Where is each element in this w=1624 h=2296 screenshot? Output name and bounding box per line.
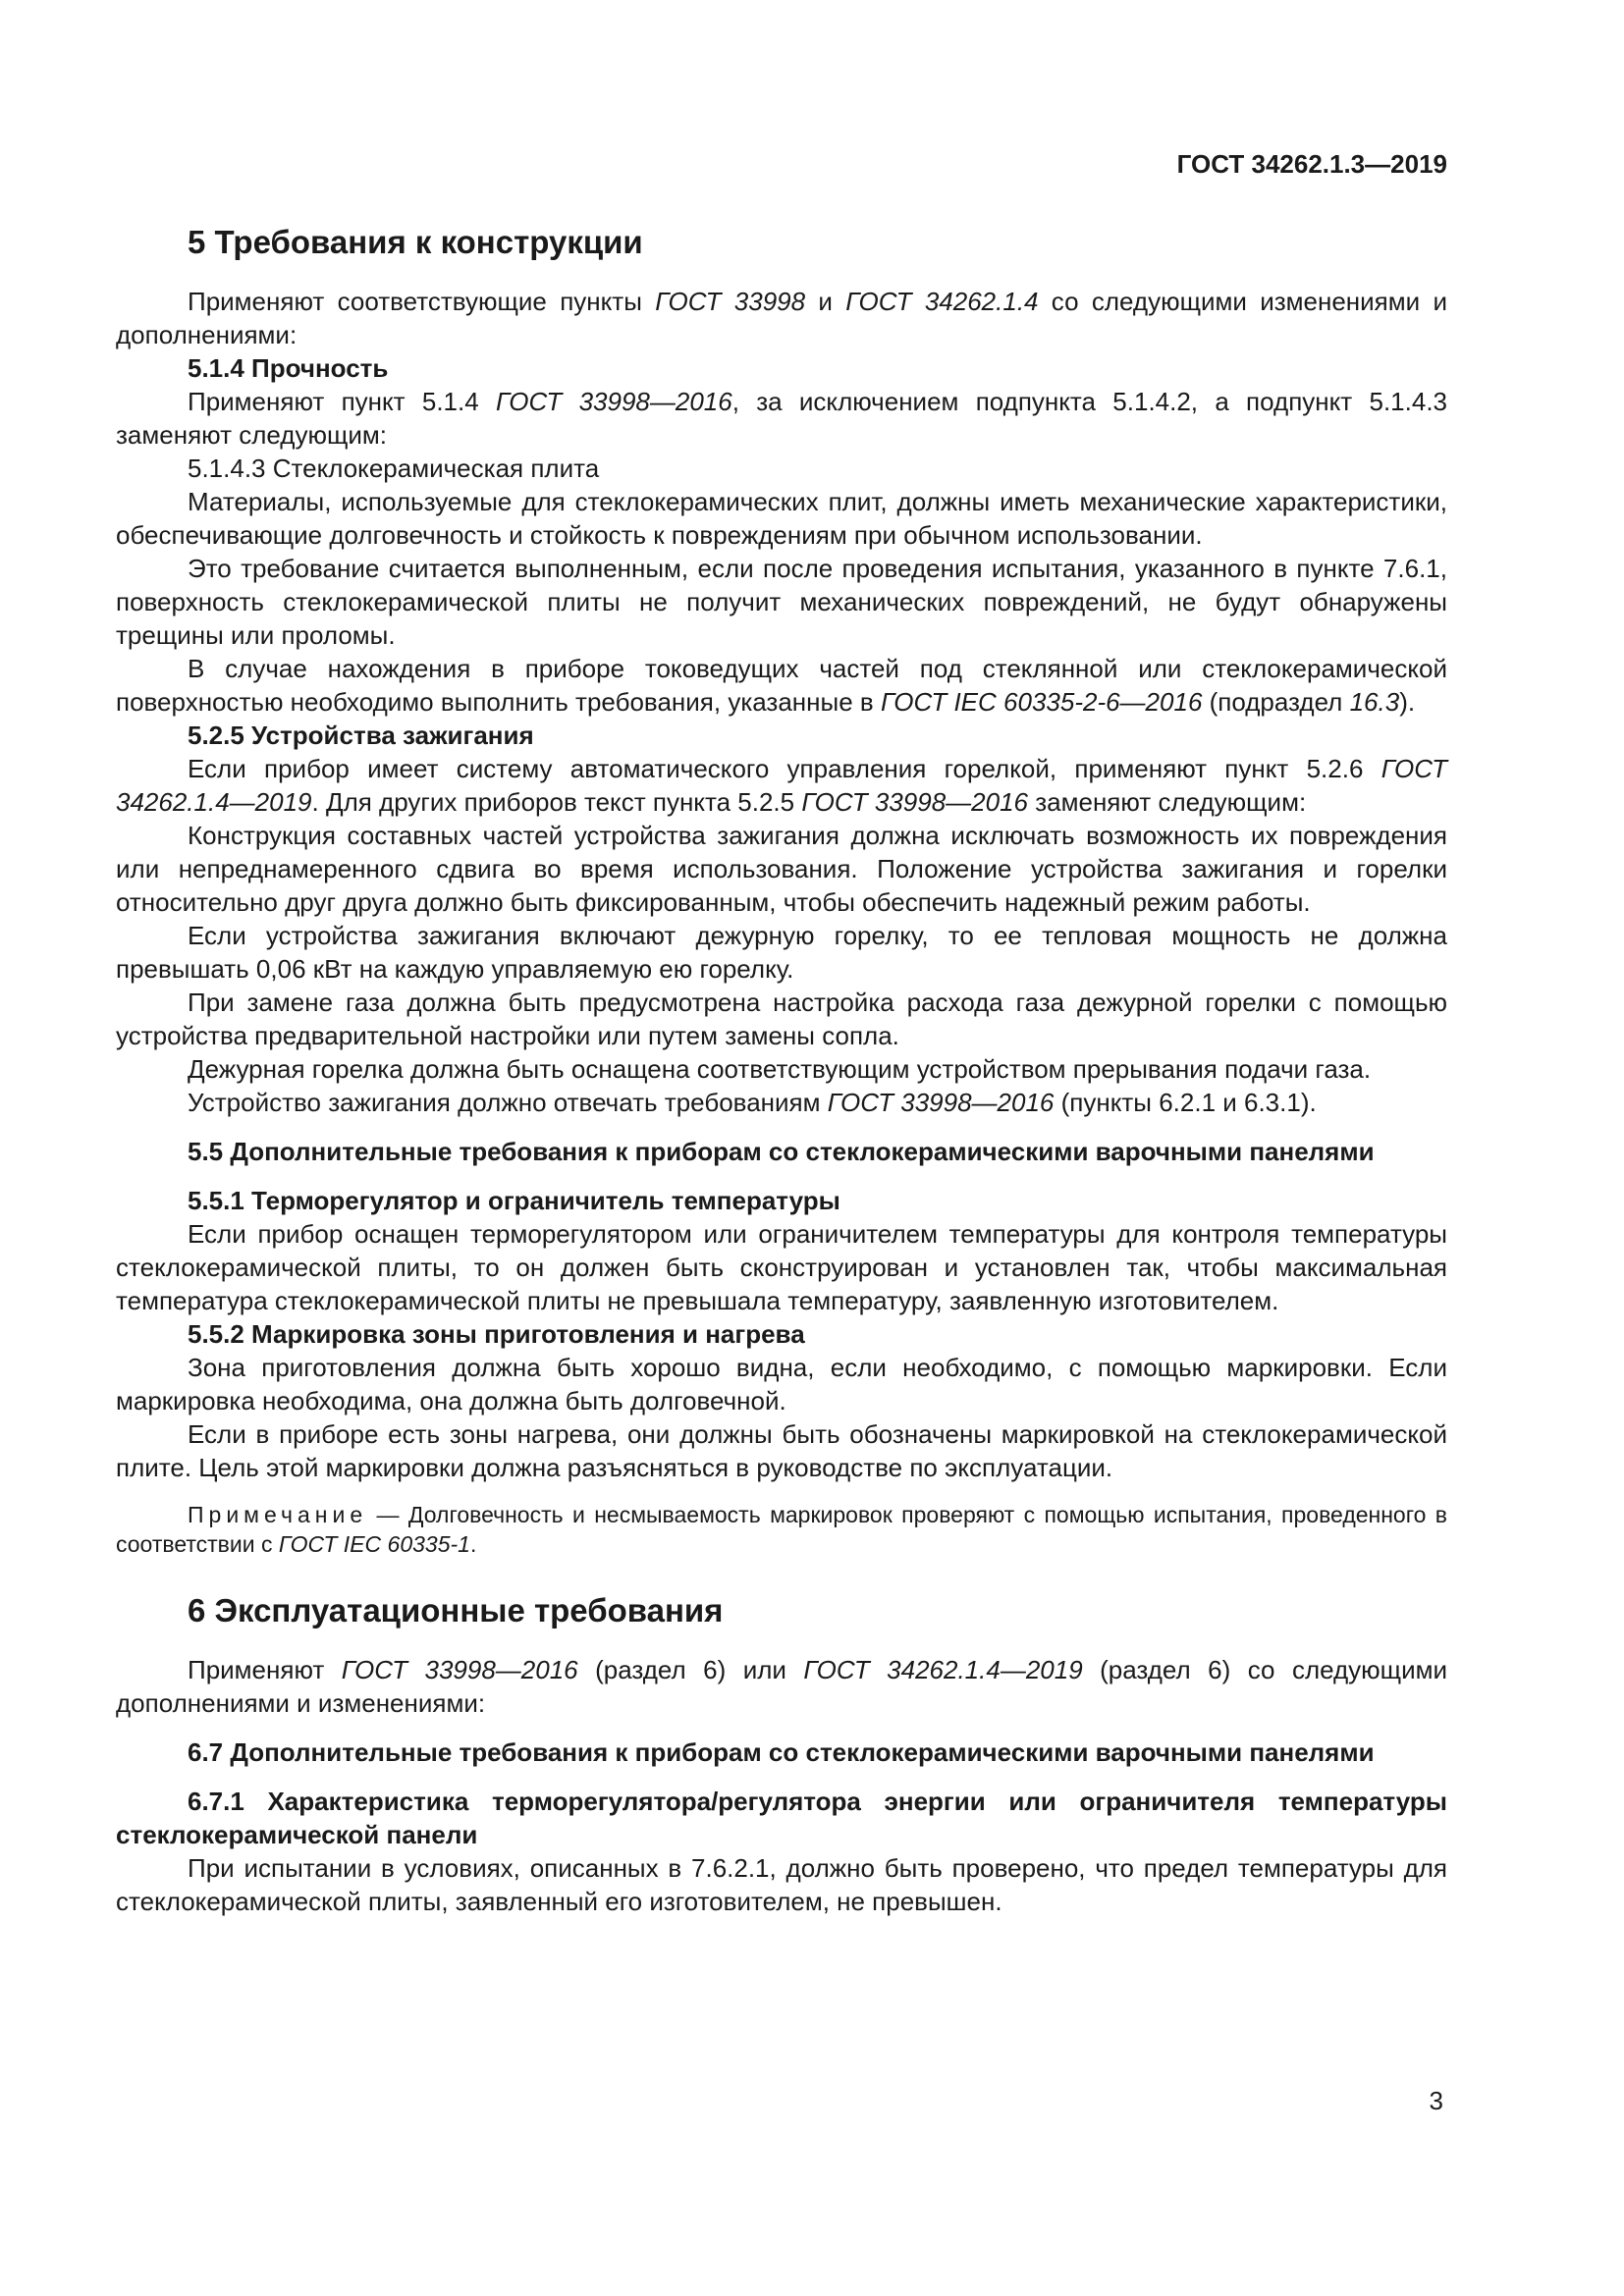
clause-5-1-4-text: Применяют пункт 5.1.4 ГОСТ 33998—2016, за исключением подпункта 5.1.4.2, а подпункт 5.1.4.3 заменяют следующим: — [116, 387, 1448, 450]
document-body — [116, 222, 1447, 1918]
clause-5-5-1-text: Если прибор оснащен терморегулятором или ограничителем температуры для контроля температуры стеклокерамической плиты, то он должен быть сконструирован и установлен так, чтобы максимальная температура стеклокерамической плиты не превышала температуру, заявленную изготовителем. — [116, 1219, 1447, 1315]
section-6-title: 6 Эксплуатационные требования — [188, 1592, 724, 1629]
clause-5-2-5-text-6: Устройство зажигания должно отвечать требованиям ГОСТ 33998—2016 (пункты 6.2.1 и 6.3.1). — [188, 1088, 1317, 1117]
clause-5-5-title: 5.5 Дополнительные требования к приборам со стеклокерамическими варочными панелями — [188, 1137, 1375, 1166]
page-number: 3 — [1429, 2086, 1443, 2115]
clause-5-2-5-text-4: При замене газа должна быть предусмотрена настройка расхода газа дежурной горелки с помощью устройства предварительной настройки или путем замены сопла. — [116, 988, 1447, 1050]
clause-5-1-4-3-text-2: Это требование считается выполненным, если после проведения испытания, указанного в пункте 7.6.1, поверхность стеклокерамической плиты не получит механических повреждений, не будут обнаружены трещины или проломы. — [116, 554, 1447, 650]
note-5-5-2: Примечание — Долговечность и несмываемость маркировок проверяют с помощью испытания, проведенного в соответствии с ГОСТ IEC 60335-1. — [116, 1502, 1447, 1557]
section-6-intro: Применяют ГОСТ 33998—2016 (раздел 6) или ГОСТ 34262.1.4—2019 (раздел 6) со следующими дополнениями и изменениями: — [116, 1655, 1447, 1718]
clause-5-2-5-text-2: Конструкция составных частей устройства зажигания должна исключать возможность их повреждения или непреднамеренного сдвига во время использования. Положение устройства зажигания и горелки относительно друг друга должно быть фиксированным, чтобы обеспечить надежный режим работы. — [116, 821, 1447, 917]
clause-5-1-4-3-title: 5.1.4.3 Стеклокерамическая плита — [188, 454, 600, 483]
clause-5-2-5-text-3: Если устройства зажигания включают дежурную горелку, то ее тепловая мощность не должна превышать 0,06 кВт на каждую управляемую ею горелку. — [116, 921, 1447, 984]
clause-6-7-1-text: При испытании в условиях, описанных в 7.6.2.1, должно быть проверено, что предел температуры для стеклокерамической плиты, заявленный его изготовителем, не превышен. — [116, 1853, 1447, 1916]
section-5-title: 5 Требования к конструкции — [188, 224, 643, 260]
clause-5-2-5-text-5: Дежурная горелка должна быть оснащена соответствующим устройством прерывания подачи газа. — [188, 1054, 1372, 1084]
clause-5-5-2-text-1: Зона приготовления должна быть хорошо видна, если необходимо, с помощью маркировки. Если маркировка необходима, она должна быть долговечной. — [116, 1353, 1447, 1415]
section-5-intro: Применяют соответствующие пункты ГОСТ 33998 и ГОСТ 34262.1.4 со следующими изменениями и дополнениями: — [116, 287, 1447, 349]
clause-5-2-5-title: 5.2.5 Устройства зажигания — [188, 721, 534, 750]
document-code-header: ГОСТ 34262.1.3—2019 — [1176, 149, 1447, 179]
clause-5-1-4-3-text-3: В случае нахождения в приборе токоведущих частей под стеклянной или стеклокерамической поверхностью необходимо выполнить требования, указанные в ГОСТ IEC 60335-2-6—2016 (подраздел 16.3). — [116, 654, 1447, 717]
clause-5-5-2-title: 5.5.2 Маркировка зоны приготовления и нагрева — [188, 1319, 805, 1349]
clause-5-5-1-title: 5.5.1 Терморегулятор и ограничитель температуры — [188, 1186, 840, 1215]
clause-5-1-4-3-text-1: Материалы, используемые для стеклокерамических плит, должны иметь механические характеристики, обеспечивающие долговечность и стойкость к повреждениям при обычном использовании. — [116, 487, 1447, 550]
clause-6-7-title: 6.7 Дополнительные требования к приборам со стеклокерамическими варочными панелями — [188, 1737, 1375, 1767]
clause-6-7-1-title: 6.7.1 Характеристика терморегулятора/регулятора энергии или ограничителя температуры стеклокерамической панели — [116, 1787, 1447, 1849]
clause-5-1-4-title: 5.1.4 Прочность — [188, 353, 389, 383]
clause-5-2-5-text-1: Если прибор имеет систему автоматического управления горелкой, применяют пункт 5.2.6 ГОСТ 34262.1.4—2019. Для других приборов текст пункта 5.2.5 ГОСТ 33998—2016 заменяют следующим: — [116, 754, 1447, 817]
clause-5-5-2-text-2: Если в приборе есть зоны нагрева, они должны быть обозначены маркировкой на стеклокерамической плите. Цель этой маркировки должна разъясняться в руководстве по эксплуатации. — [116, 1419, 1447, 1482]
